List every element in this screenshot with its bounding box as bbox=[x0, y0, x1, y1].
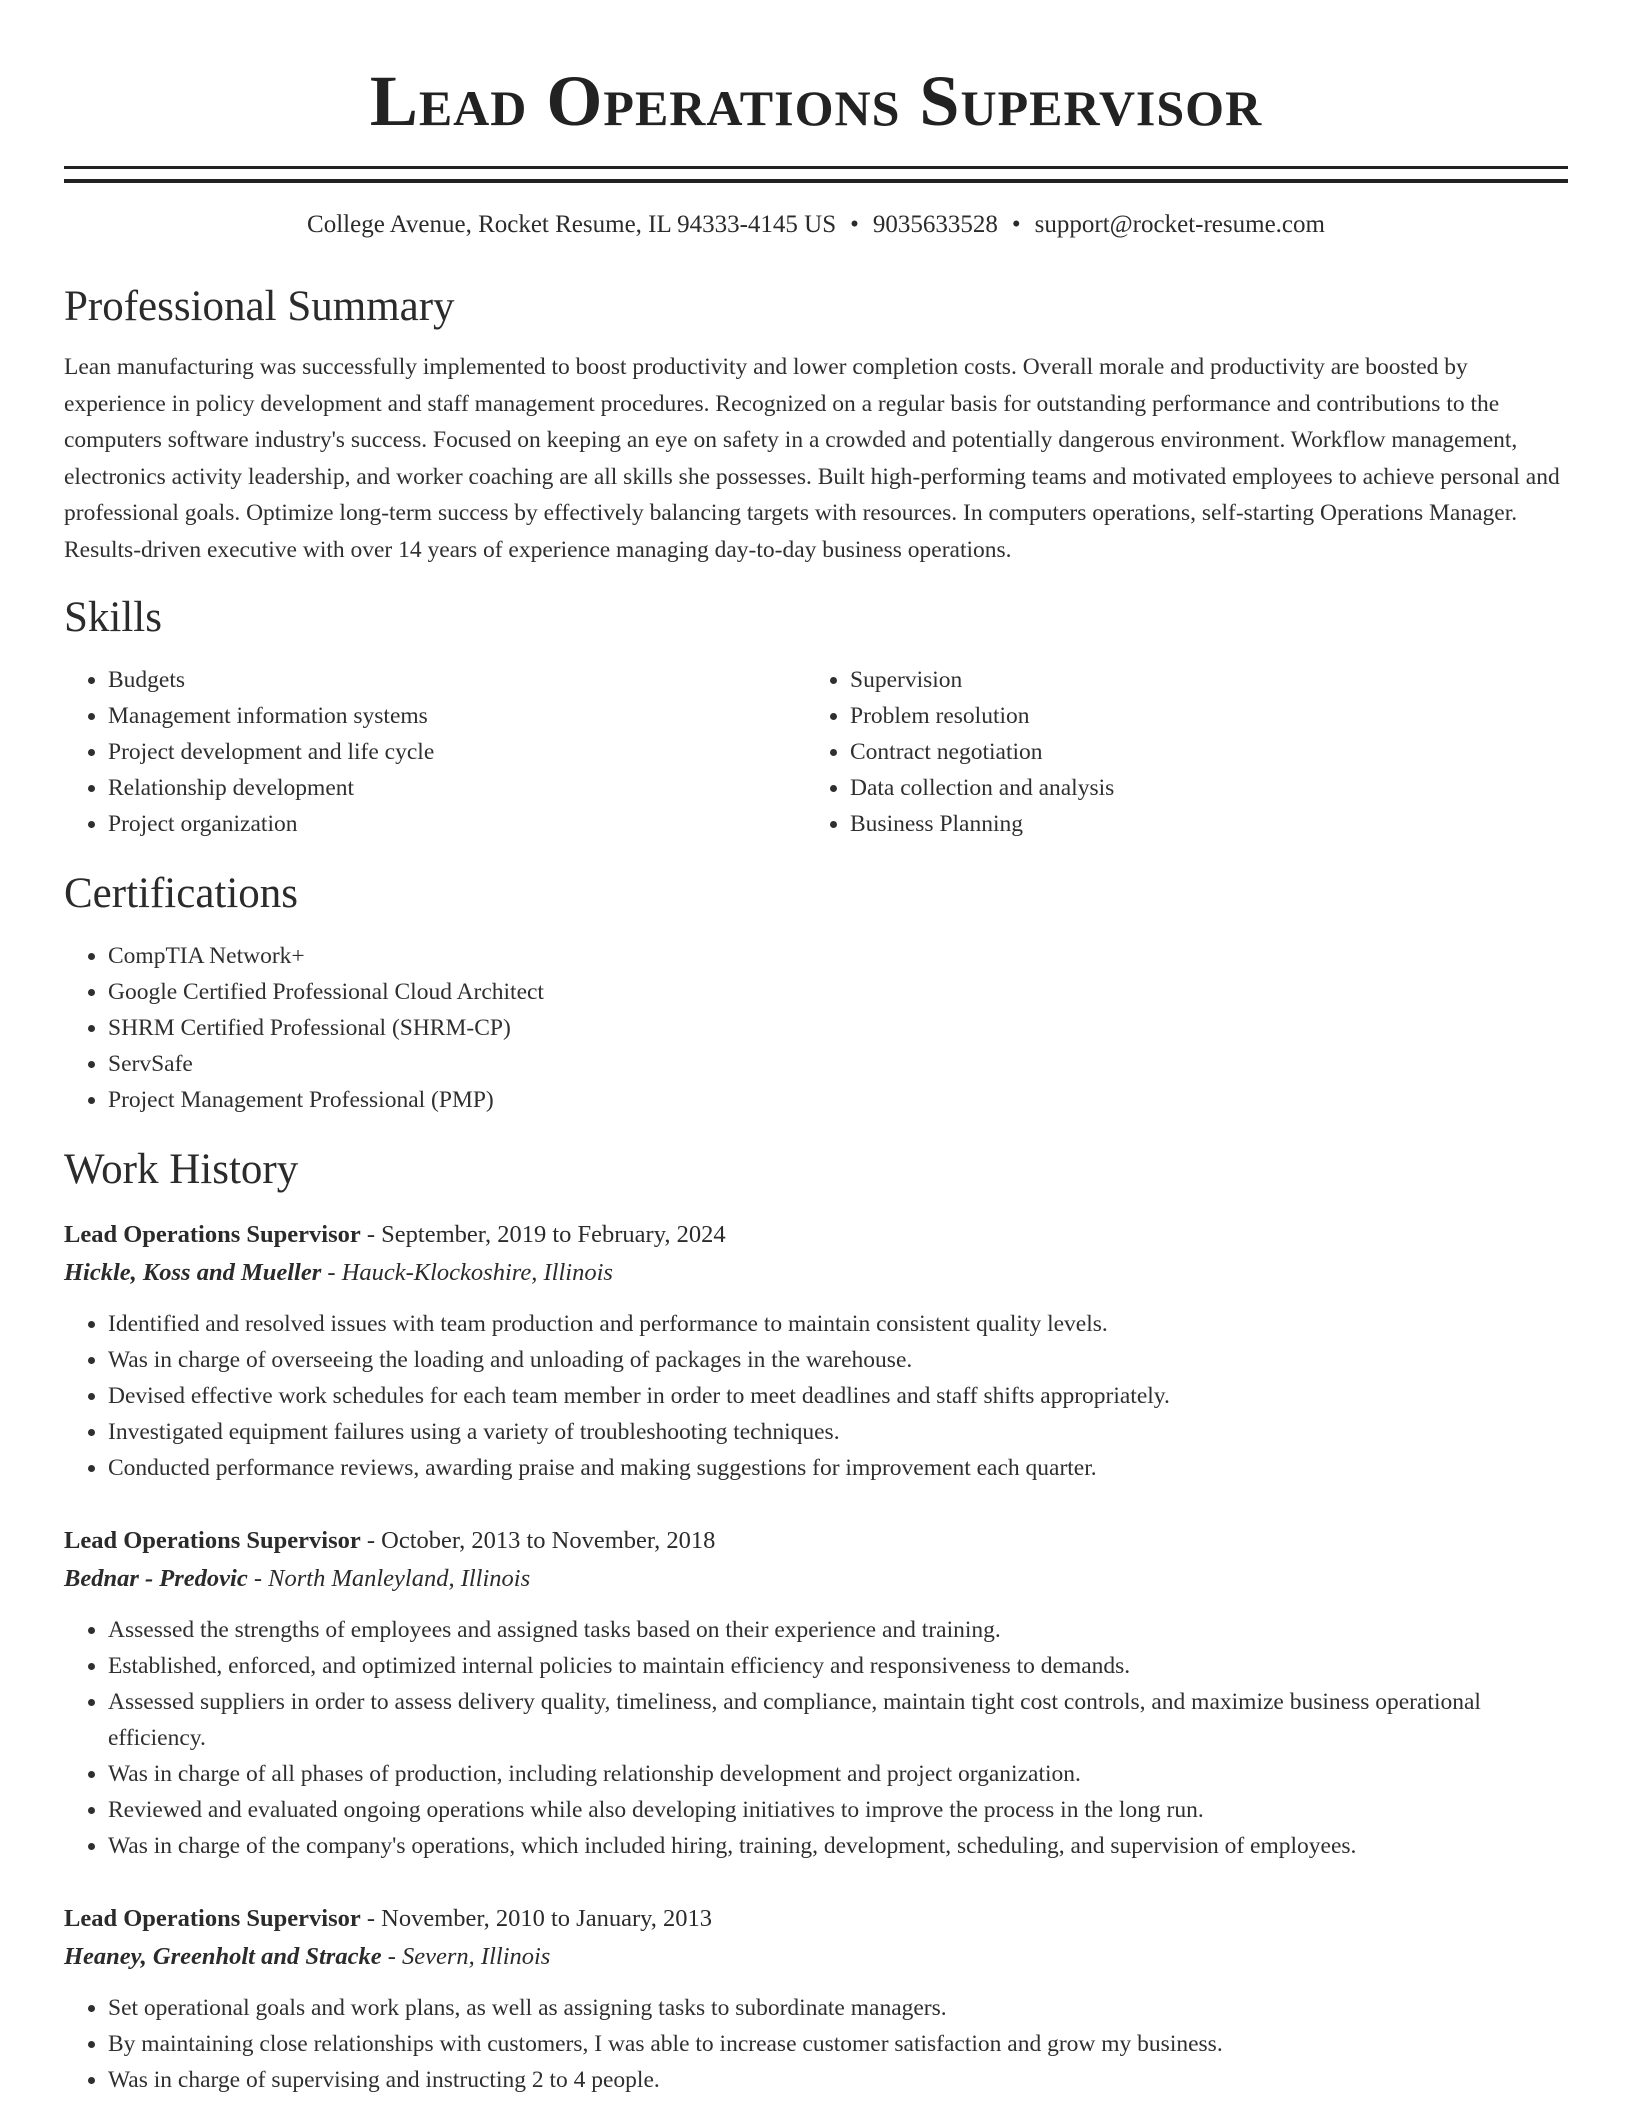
job-company-line bbox=[64, 1254, 1568, 1292]
job-entry bbox=[64, 1216, 1568, 1486]
skill-item: • Problem resolution bbox=[850, 698, 1548, 734]
certification-item: • CompTIA Network+ bbox=[108, 938, 1568, 974]
dash-separator: - bbox=[381, 1943, 403, 1970]
certification-item: • SHRM Certified Professional (SHRM-CP) bbox=[108, 1010, 1568, 1046]
contact-email: support@rocket-resume.com bbox=[1034, 211, 1325, 238]
job-title-line bbox=[64, 1522, 1568, 1560]
job-title: Lead Operations Supervisor bbox=[64, 1221, 361, 1248]
job-bullet: • Was in charge of supervising and instructing 2 to 4 people. bbox=[108, 2062, 1568, 2098]
contact-separator: • bbox=[850, 211, 859, 238]
skill-item: • Relationship development bbox=[108, 770, 806, 806]
job-title-line bbox=[64, 1900, 1568, 1938]
job-bullet: • Assessed suppliers in order to assess delivery quality, timeliness, and compliance, maintain tight cost controls, and maximize business operational efficiency. bbox=[108, 1684, 1568, 1756]
job-location: Severn, Illinois bbox=[402, 1943, 551, 1970]
job-dates: November, 2010 to January, 2013 bbox=[381, 1905, 713, 1932]
job-bullet: • Identified and resolved issues with team production and performance to maintain consistent quality levels. bbox=[108, 1306, 1568, 1342]
job-title-line bbox=[64, 1216, 1568, 1254]
summary-heading: Professional Summary bbox=[64, 283, 455, 330]
skills-heading: Skills bbox=[64, 594, 162, 641]
skills-column-left bbox=[64, 662, 806, 842]
job-bullet: • Conducted performance reviews, awarding praise and making suggestions for improvement each quarter. bbox=[108, 1450, 1568, 1486]
skill-item: • Contract negotiation bbox=[850, 734, 1548, 770]
job-bullets bbox=[64, 1612, 1568, 1864]
dash-separator: - bbox=[360, 1527, 382, 1554]
job-bullet: • Investigated equipment failures using a variety of troubleshooting techniques. bbox=[108, 1414, 1568, 1450]
summary-text: Lean manufacturing was successfully implemented to boost productivity and lower completion costs. Overall morale and productivity are boosted by experience in policy development and staff management procedures. Recognized on a regular basis for outstanding performance and contributions to the computers software industry's success. Focused on keeping an eye on safety in a crowded and potentially dangerous environment. Workflow management, electronics activity leadership, and worker coaching are all skills she possesses. Built high-performing teams and motivated employees to achieve personal and professional goals. Optimize long-term success by effectively balancing targets with resources. In computers operations, self-starting Operations Manager. Results-driven executive with over 14 years of experience managing day-to-day business operations. bbox=[64, 354, 1560, 563]
dash-separator: - bbox=[360, 1905, 382, 1932]
job-bullet: • Was in charge of the company's operations, which included hiring, training, development, scheduling, and supervision of employees. bbox=[108, 1828, 1568, 1864]
job-dates: October, 2013 to November, 2018 bbox=[381, 1527, 716, 1554]
title-double-rule bbox=[64, 166, 1568, 183]
skills-grid bbox=[64, 662, 1568, 842]
job-entry bbox=[64, 1900, 1568, 2098]
skill-item: • Project development and life cycle bbox=[108, 734, 806, 770]
certifications-heading: Certifications bbox=[64, 870, 299, 917]
job-bullet: • Was in charge of overseeing the loading and unloading of packages in the warehouse. bbox=[108, 1342, 1568, 1378]
job-company: Bednar - Predovic bbox=[64, 1565, 248, 1592]
dash-separator: - bbox=[321, 1259, 342, 1286]
job-location: North Manleyland, Illinois bbox=[268, 1565, 531, 1592]
skill-item: • Supervision bbox=[850, 662, 1548, 698]
certification-item: • ServSafe bbox=[108, 1046, 1568, 1082]
skill-item: • Business Planning bbox=[850, 806, 1548, 842]
resume-page bbox=[64, 0, 1568, 2098]
skill-item: • Management information systems bbox=[108, 698, 806, 734]
contact-address: College Avenue, Rocket Resume, IL 94333-4145 US bbox=[307, 211, 837, 238]
certification-item: • Google Certified Professional Cloud Architect bbox=[108, 974, 1568, 1010]
job-bullet: • Assessed the strengths of employees and assigned tasks based on their experience and training. bbox=[108, 1612, 1568, 1648]
skills-list-right bbox=[806, 662, 1548, 842]
job-bullet: • Set operational goals and work plans, as well as assigning tasks to subordinate managers. bbox=[108, 1990, 1568, 2026]
resume-title: Lead Operations Supervisor bbox=[369, 61, 1263, 141]
certifications-list bbox=[64, 938, 1568, 1118]
dash-separator: - bbox=[247, 1565, 269, 1592]
skills-column-right bbox=[806, 662, 1548, 842]
job-bullet: • Devised effective work schedules for each team member in order to meet deadlines and staff shifts appropriately. bbox=[108, 1378, 1568, 1414]
job-bullets bbox=[64, 1306, 1568, 1486]
job-bullets bbox=[64, 1990, 1568, 2098]
work-history-heading: Work History bbox=[64, 1146, 299, 1193]
job-title: Lead Operations Supervisor bbox=[64, 1527, 361, 1554]
job-bullet: • Was in charge of all phases of production, including relationship development and project organization. bbox=[108, 1756, 1568, 1792]
contact-phone: 9035633528 bbox=[872, 211, 998, 238]
job-bullet: • By maintaining close relationships with customers, I was able to increase customer satisfaction and grow my business. bbox=[108, 2026, 1568, 2062]
certification-item: • Project Management Professional (PMP) bbox=[108, 1082, 1568, 1118]
skill-item: • Budgets bbox=[108, 662, 806, 698]
job-company-line bbox=[64, 1560, 1568, 1598]
job-company: Heaney, Greenholt and Stracke bbox=[64, 1943, 382, 1970]
skill-item: • Project organization bbox=[108, 806, 806, 842]
job-location: Hauck-Klockoshire, Illinois bbox=[341, 1259, 613, 1286]
job-bullet: • Reviewed and evaluated ongoing operations while also developing initiatives to improve the process in the long run. bbox=[108, 1792, 1568, 1828]
skills-list-left bbox=[64, 662, 806, 842]
job-company-line bbox=[64, 1938, 1568, 1976]
job-company: Hickle, Koss and Mueller bbox=[64, 1259, 322, 1286]
job-dates: September, 2019 to February, 2024 bbox=[381, 1221, 726, 1248]
contact-separator: • bbox=[1011, 211, 1021, 238]
dash-separator: - bbox=[360, 1221, 382, 1248]
contact-line bbox=[64, 209, 1568, 241]
job-bullet: • Established, enforced, and optimized internal policies to maintain efficiency and responsiveness to demands. bbox=[108, 1648, 1568, 1684]
job-title: Lead Operations Supervisor bbox=[64, 1905, 361, 1932]
job-entry bbox=[64, 1522, 1568, 1864]
skill-item: • Data collection and analysis bbox=[850, 770, 1548, 806]
